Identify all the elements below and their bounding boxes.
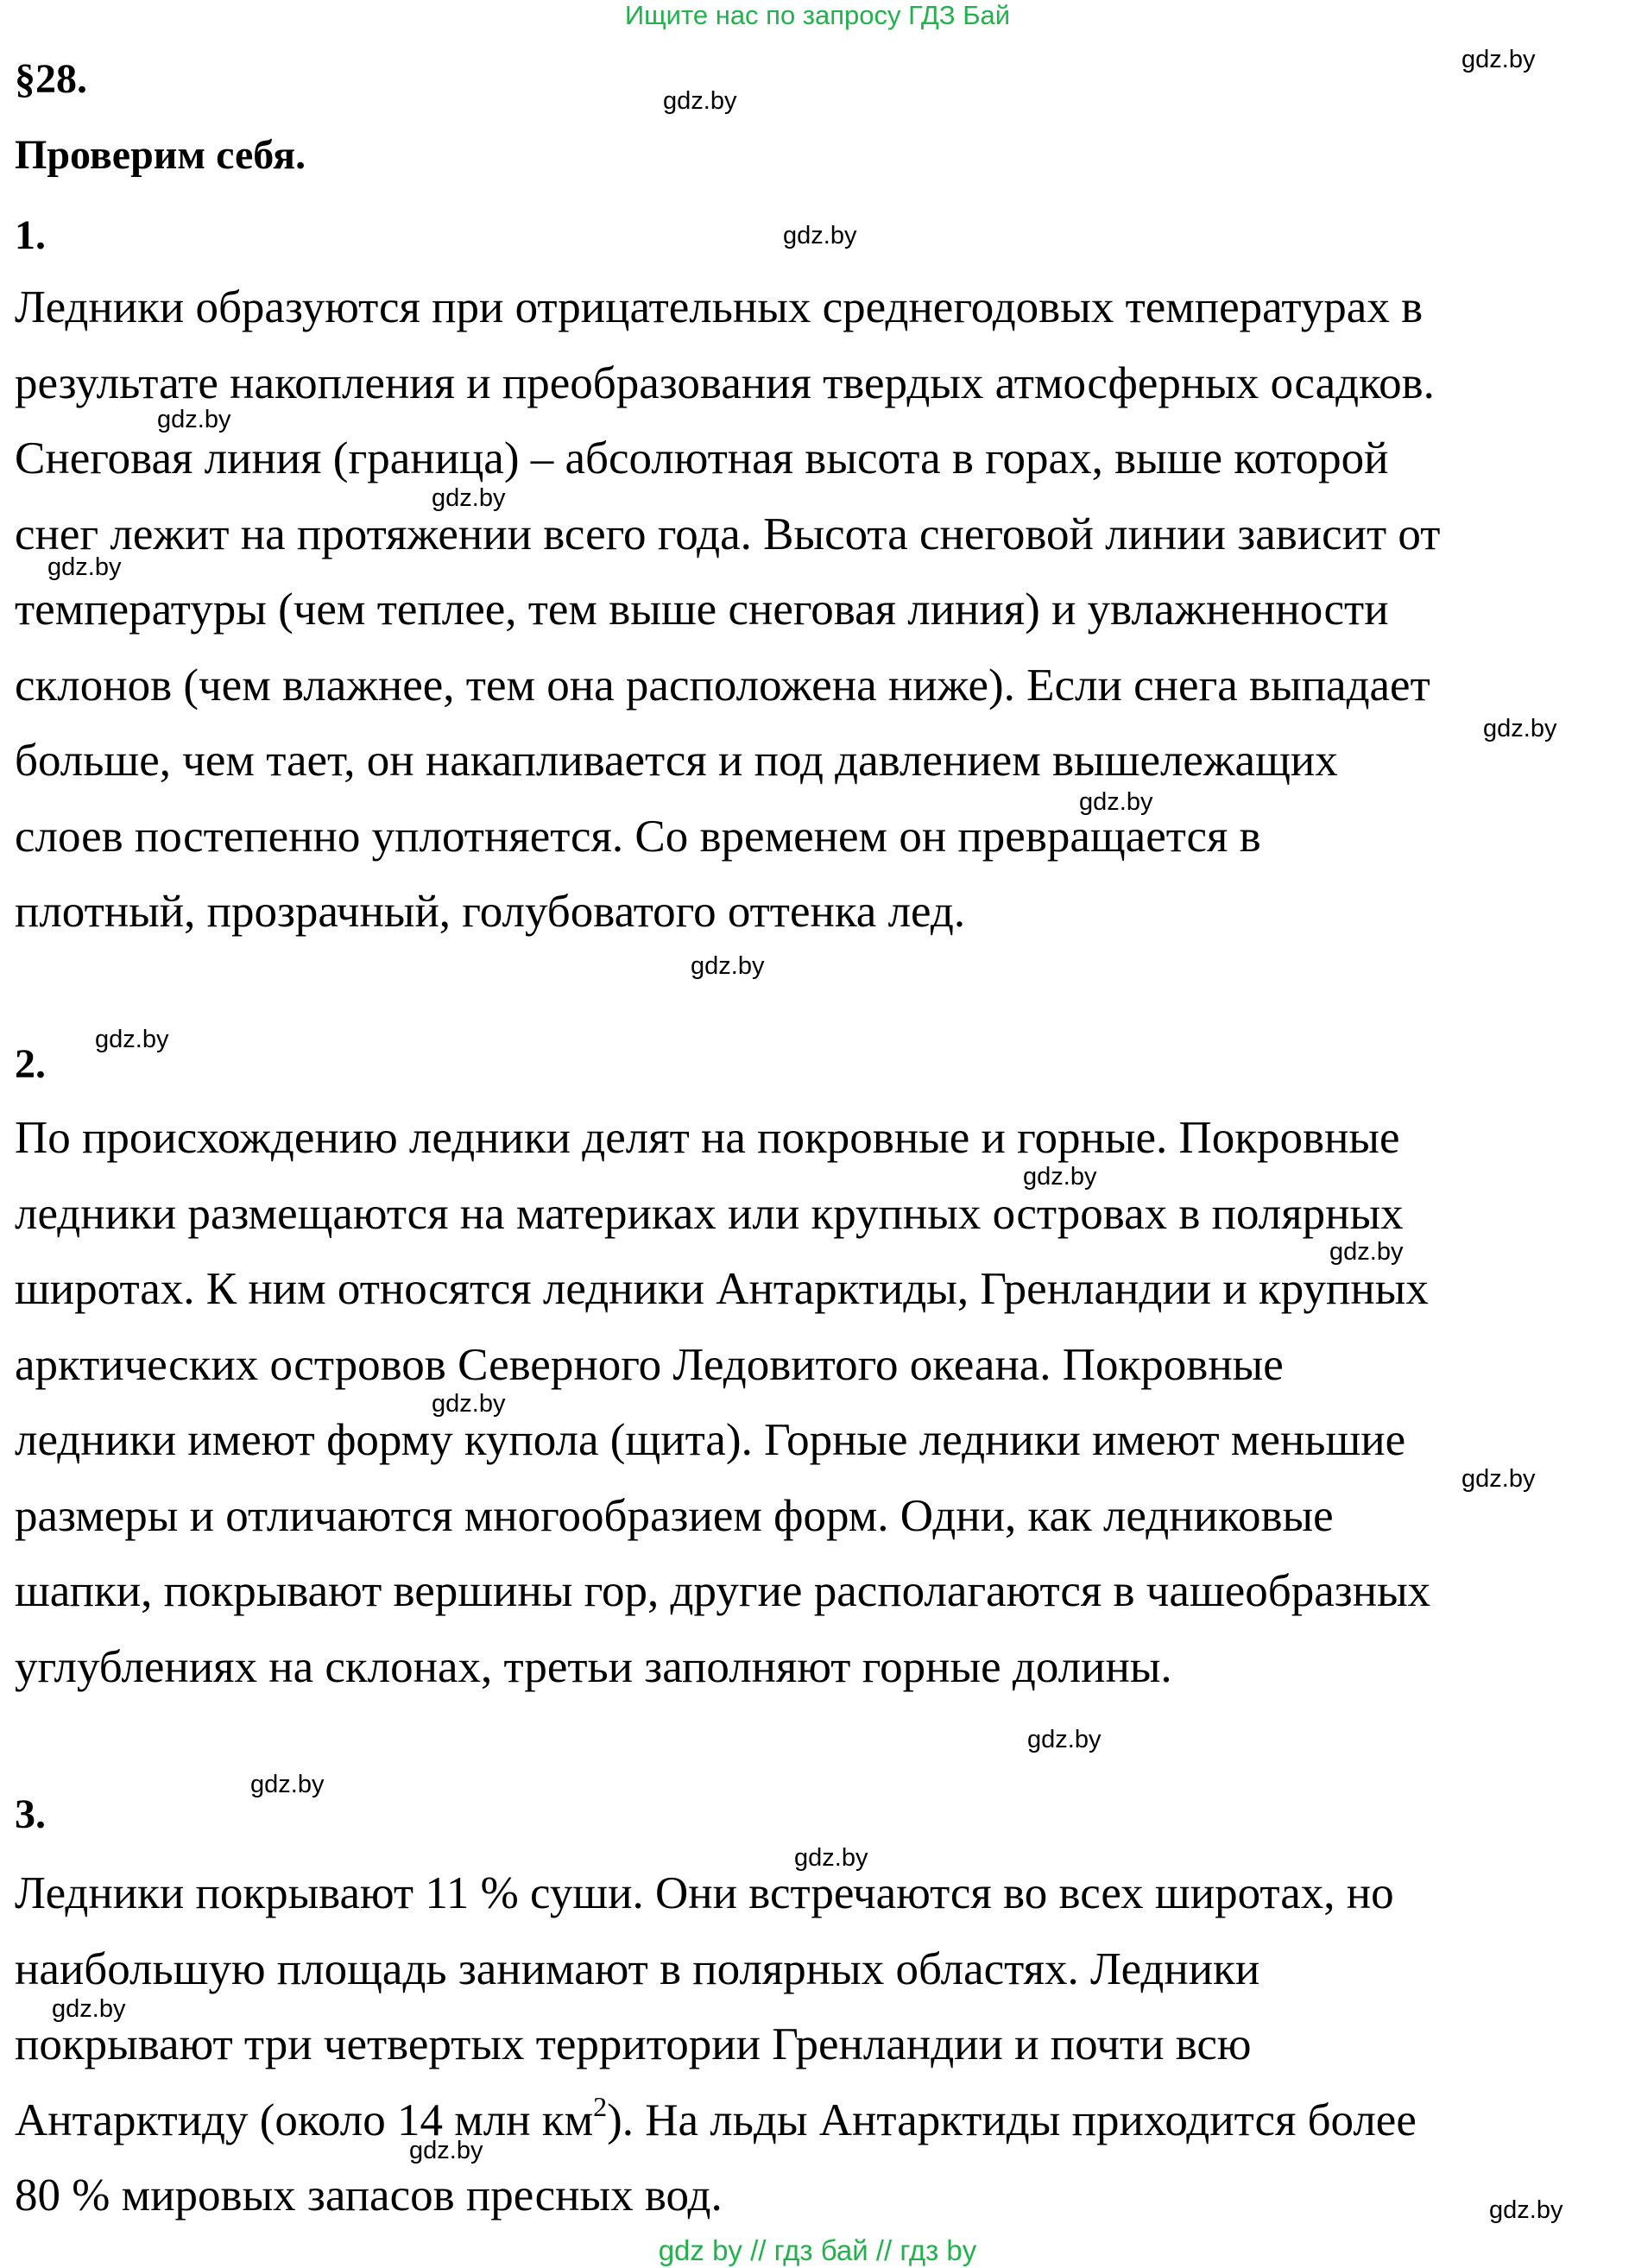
answer-paragraph-2 — [15, 1101, 1620, 1705]
watermark: gdz.by — [1079, 788, 1153, 816]
paragraph-line: склонов (чем влажнее, тем она расположена ниже). Если снега выпадает — [15, 660, 1430, 711]
watermark: gdz.by — [52, 1995, 126, 2023]
watermark: gdz.by — [1461, 46, 1536, 73]
paragraph-line: углублениях на склонах, третьи заполняют горные долины. — [15, 1641, 1172, 1692]
page-heading: Проверим себя. — [15, 132, 306, 178]
paragraph-line: ледники размещаются на материках или крупных островах в полярных — [15, 1188, 1404, 1239]
question-number-2: 2. — [15, 1041, 46, 1087]
question-number-3: 3. — [15, 1791, 46, 1837]
watermark: gdz.by — [1023, 1163, 1097, 1191]
line-text: ). На льды Антарктиды приходится более — [607, 2094, 1417, 2145]
watermark: gdz.by — [794, 1844, 868, 1872]
watermark: gdz.by — [409, 2137, 483, 2164]
paragraph-line: размеры и отличаются многообразием форм. Одни, как ледниковые — [15, 1490, 1334, 1541]
paragraph-line: температуры (чем теплее, тем выше снеговая линия) и увлажненности — [15, 584, 1389, 635]
answer-paragraph-1 — [15, 270, 1620, 951]
paragraph-line: плотный, прозрачный, голубоватого оттенка лед. — [15, 887, 966, 937]
watermark: gdz.by — [1489, 2196, 1563, 2224]
answer-paragraph-3 — [15, 1856, 1620, 2234]
paragraph-line: По происхождению ледники делят на покровные и горные. Покровные — [15, 1113, 1400, 1163]
paragraph-line: Ледники образуются при отрицательных среднегодовых температурах в — [15, 282, 1424, 332]
watermark: gdz.by — [95, 1026, 169, 1053]
paragraph-line: больше, чем тает, он накапливается и под давлением вышележащих — [15, 736, 1338, 786]
watermark: gdz.by — [783, 222, 857, 250]
question-number-1: 1. — [15, 212, 46, 258]
top-banner-link[interactable]: Ищите нас по запросу ГДЗ Бай — [624, 0, 1011, 30]
paragraph-line: Ледники покрывают 11 % суши. Они встречаются во всех широтах, но — [15, 1868, 1394, 1918]
paragraph-line: арктических островов Северного Ледовитого океана. Покровные — [15, 1339, 1284, 1390]
watermark: gdz.by — [432, 484, 506, 512]
watermark: gdz.by — [1483, 715, 1557, 742]
paragraph-line: результате накопления и преобразования твердых атмосферных осадков. — [15, 357, 1435, 408]
paragraph-line: покрывают три четвертых территории Гренландии и почти всю — [15, 2019, 1252, 2069]
paragraph-line: наибольшую площадь занимают в полярных областях. Ледники — [15, 1943, 1260, 1994]
paragraph-line — [15, 2083, 1620, 2159]
watermark: gdz.by — [250, 1771, 325, 1798]
superscript-exponent: 2 — [593, 2090, 608, 2122]
watermark: gdz.by — [1461, 1465, 1536, 1493]
paragraph-line: слоев постепенно уплотняется. Со временем он превращается в — [15, 811, 1261, 862]
line-text: Антарктиду (около 14 млн км — [15, 2094, 594, 2145]
watermark: gdz.by — [47, 553, 122, 581]
watermark: gdz.by — [432, 1390, 506, 1418]
watermark: gdz.by — [1027, 1726, 1102, 1753]
paragraph-line: Снеговая линия (граница) – абсолютная высота в горах, выше которой — [15, 433, 1389, 483]
paragraph-line: 80 % мировых запасов пресных вод. — [15, 2170, 723, 2221]
paragraph-line: ледники имеют форму купола (щита). Горные ледники имеют меньшие — [15, 1415, 1406, 1465]
watermark: gdz.by — [663, 87, 737, 115]
watermark: gdz.by — [691, 952, 765, 980]
watermark: gdz.by — [157, 406, 231, 433]
watermark: gdz.by — [1329, 1238, 1404, 1266]
footer-links[interactable]: gdz by // гдз бай // гдз by — [658, 2234, 977, 2266]
paragraph-line: широтах. К ним относятся ледники Антарктиды, Гренландии и крупных — [15, 1264, 1429, 1314]
section-title: §28. — [15, 56, 87, 102]
paragraph-line: снег лежит на протяжении всего года. Высота снеговой линии зависит от — [15, 509, 1441, 559]
paragraph-line: шапки, покрывают вершины гор, другие располагаются в чашеобразных — [15, 1566, 1431, 1616]
